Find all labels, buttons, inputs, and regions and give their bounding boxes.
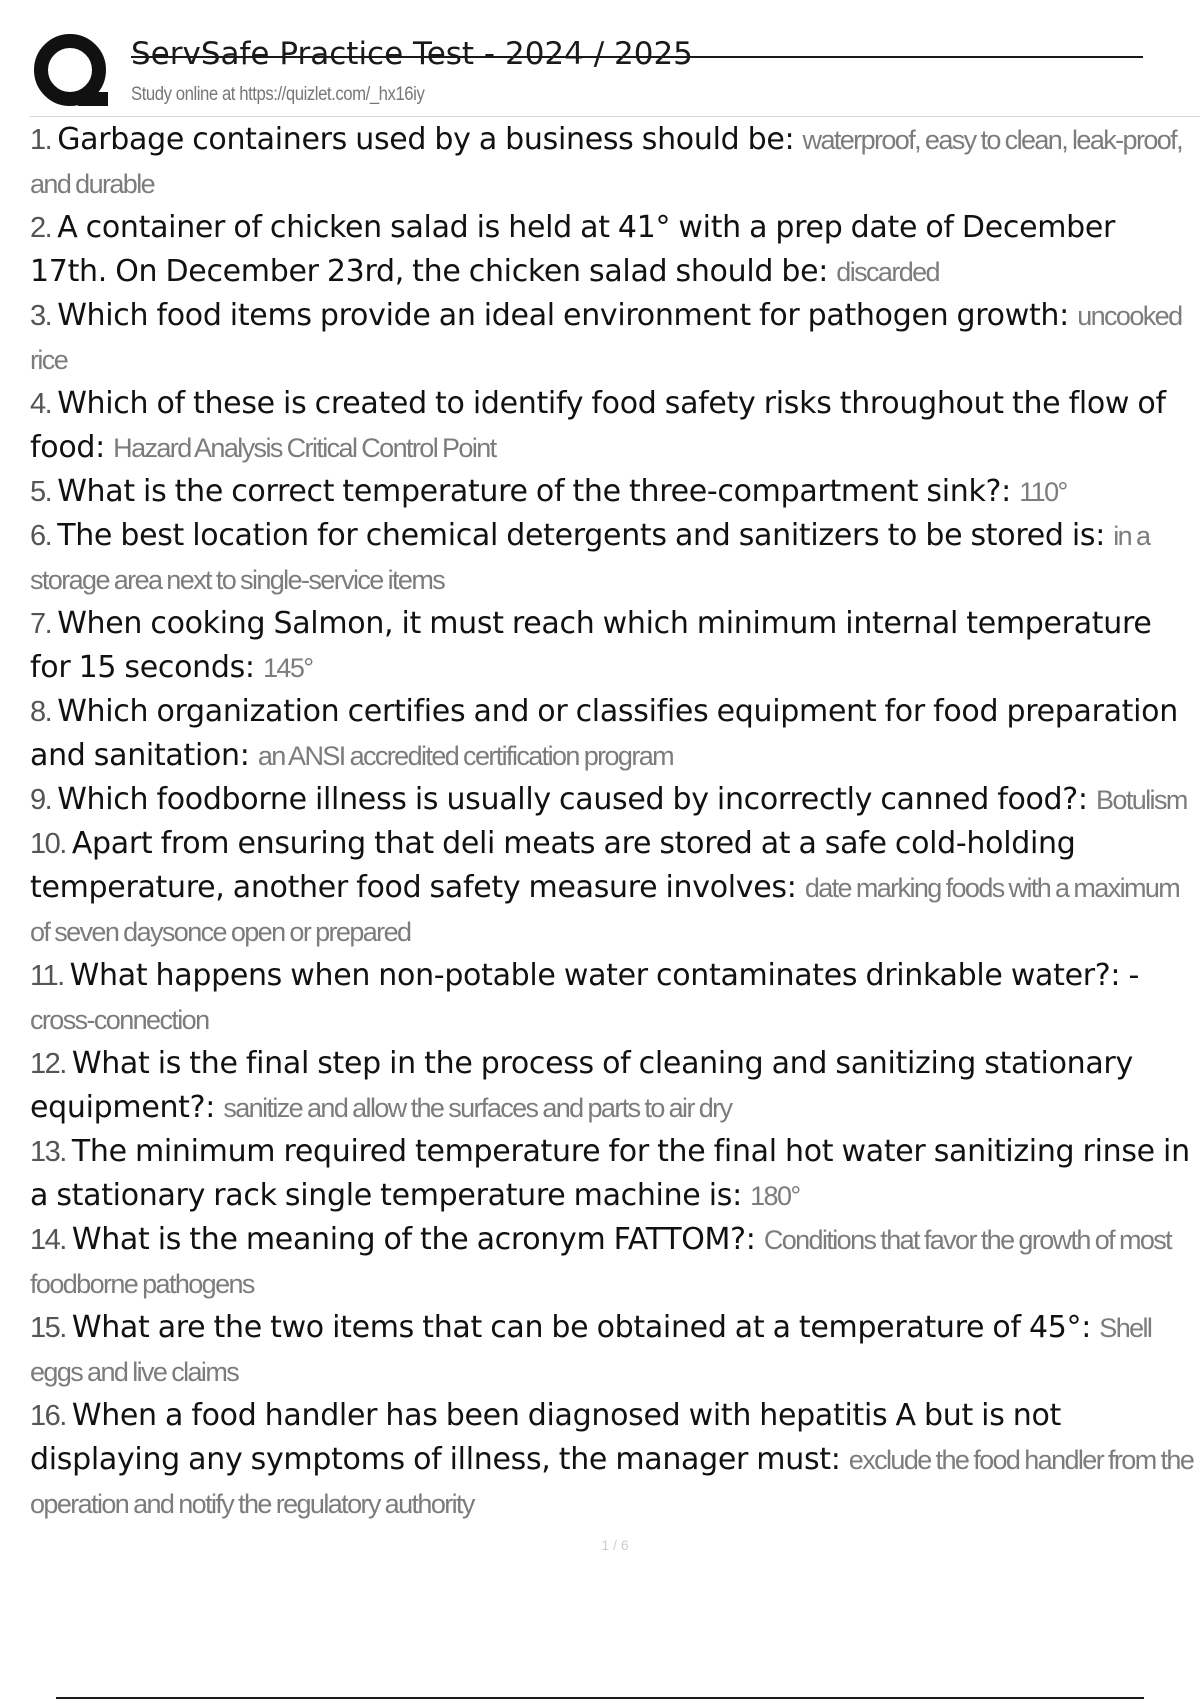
answer-text: date marking foods with a maximum of seven daysonce open or prepared xyxy=(30,873,1180,947)
question-text: Which food items provide an ideal environment for pathogen growth: xyxy=(57,298,1069,333)
question-item xyxy=(30,954,1200,1042)
page-header xyxy=(0,0,1200,118)
question-text: What are the two items that can be obtained at a temperature of 45°: xyxy=(71,1310,1092,1345)
question-item xyxy=(30,514,1200,602)
question-number: 14. xyxy=(30,1224,66,1256)
study-online-link-text: Study online at https://quizlet.com/_hx16iy xyxy=(131,84,425,105)
question-text: What is the meaning of the acronym FATTOM?: xyxy=(71,1222,756,1257)
question-number: 1. xyxy=(30,124,52,156)
question-number: 12. xyxy=(30,1048,66,1080)
question-text: Which of these is created to identify food safety risks throughout the flow of food: xyxy=(30,386,1166,465)
quizlet-q-logo-icon xyxy=(32,32,112,112)
answer-text: cross-connection xyxy=(30,1005,209,1035)
question-item xyxy=(30,1394,1200,1526)
question-text: Garbage containers used by a business should be: xyxy=(57,122,795,157)
question-number: 13. xyxy=(30,1136,66,1168)
question-text: The best location for chemical detergents and sanitizers to be stored is: xyxy=(57,518,1106,553)
question-item xyxy=(30,602,1200,690)
answer-text: Hazard Analysis Critical Control Point xyxy=(113,433,496,463)
question-number: 9. xyxy=(30,784,52,816)
question-item xyxy=(30,690,1200,778)
question-item xyxy=(30,294,1200,382)
question-number: 4. xyxy=(30,388,52,420)
answer-text: 180° xyxy=(750,1181,800,1211)
question-item xyxy=(30,470,1200,514)
question-item xyxy=(30,382,1200,470)
footer-rule xyxy=(56,1697,1144,1699)
answer-text: waterproof, easy to clean, leak-proof, and durable xyxy=(30,125,1182,199)
answer-text: Conditions that favor the growth of most foodborne pathogens xyxy=(30,1225,1172,1299)
question-text: Which foodborne illness is usually caused by incorrectly canned food?: xyxy=(57,782,1088,817)
answer-text: sanitize and allow the surfaces and parts to air dry xyxy=(223,1093,732,1123)
document-title: ServSafe Practice Test - 2024 / 2025 xyxy=(131,36,693,72)
question-item xyxy=(30,118,1200,206)
question-item xyxy=(30,822,1200,954)
question-list xyxy=(30,118,1200,1526)
question-number: 5. xyxy=(30,476,52,508)
answer-text: in a storage area next to single-service items xyxy=(30,521,1150,595)
answer-text: Shell eggs and live claims xyxy=(30,1313,1152,1387)
question-text: A container of chicken salad is held at 41° with a prep date of December 17th. On December 23rd, the chicken salad should be: xyxy=(30,210,1116,289)
question-number: 8. xyxy=(30,696,52,728)
question-number: 11. xyxy=(30,960,64,992)
question-item xyxy=(30,206,1200,294)
question-item xyxy=(30,1306,1200,1394)
question-text: When a food handler has been diagnosed with hepatitis A but is not displaying any symptoms of illness, the manager must: xyxy=(30,1398,1061,1477)
question-number: 7. xyxy=(30,608,52,640)
answer-text: 145° xyxy=(262,653,313,683)
question-number: 2. xyxy=(30,212,52,244)
question-text: What is the final step in the process of cleaning and sanitizing stationary equipment?: xyxy=(30,1046,1133,1125)
header-divider xyxy=(30,116,1200,117)
question-text: Apart from ensuring that deli meats are stored at a safe cold-holding temperature, another food safety measure involves: xyxy=(30,826,1076,905)
answer-text: an ANSI accredited certification program xyxy=(257,741,674,771)
page-number: 1 / 6 xyxy=(601,1537,629,1553)
question-text: What happens when non-potable water contaminates drinkable water?: - xyxy=(69,958,1139,993)
question-text: What is the correct temperature of the three-compartment sink?: xyxy=(57,474,1011,509)
question-number: 6. xyxy=(30,520,52,552)
question-number: 15. xyxy=(30,1312,66,1344)
question-number: 16. xyxy=(30,1400,66,1432)
question-item xyxy=(30,1218,1200,1306)
answer-text: uncooked rice xyxy=(30,301,1182,375)
question-item xyxy=(30,1130,1200,1218)
question-item xyxy=(30,778,1200,822)
question-text: Which organization certifies and or classifies equipment for food preparation and sanitation: xyxy=(30,694,1178,773)
answer-text: discarded xyxy=(836,257,939,287)
question-item xyxy=(30,1042,1200,1130)
question-number: 3. xyxy=(30,300,52,332)
title-rule xyxy=(131,56,1143,58)
answer-text: exclude the food handler from the operation and notify the regulatory authority xyxy=(30,1445,1194,1519)
question-text: When cooking Salmon, it must reach which minimum internal temperature for 15 seconds: xyxy=(30,606,1152,685)
question-number: 10. xyxy=(30,828,66,860)
answer-text: 110° xyxy=(1019,477,1067,507)
question-text: The minimum required temperature for the final hot water sanitizing rinse in a stationary rack single temperature machine is: xyxy=(30,1134,1190,1213)
answer-text: Botulism xyxy=(1096,785,1187,815)
